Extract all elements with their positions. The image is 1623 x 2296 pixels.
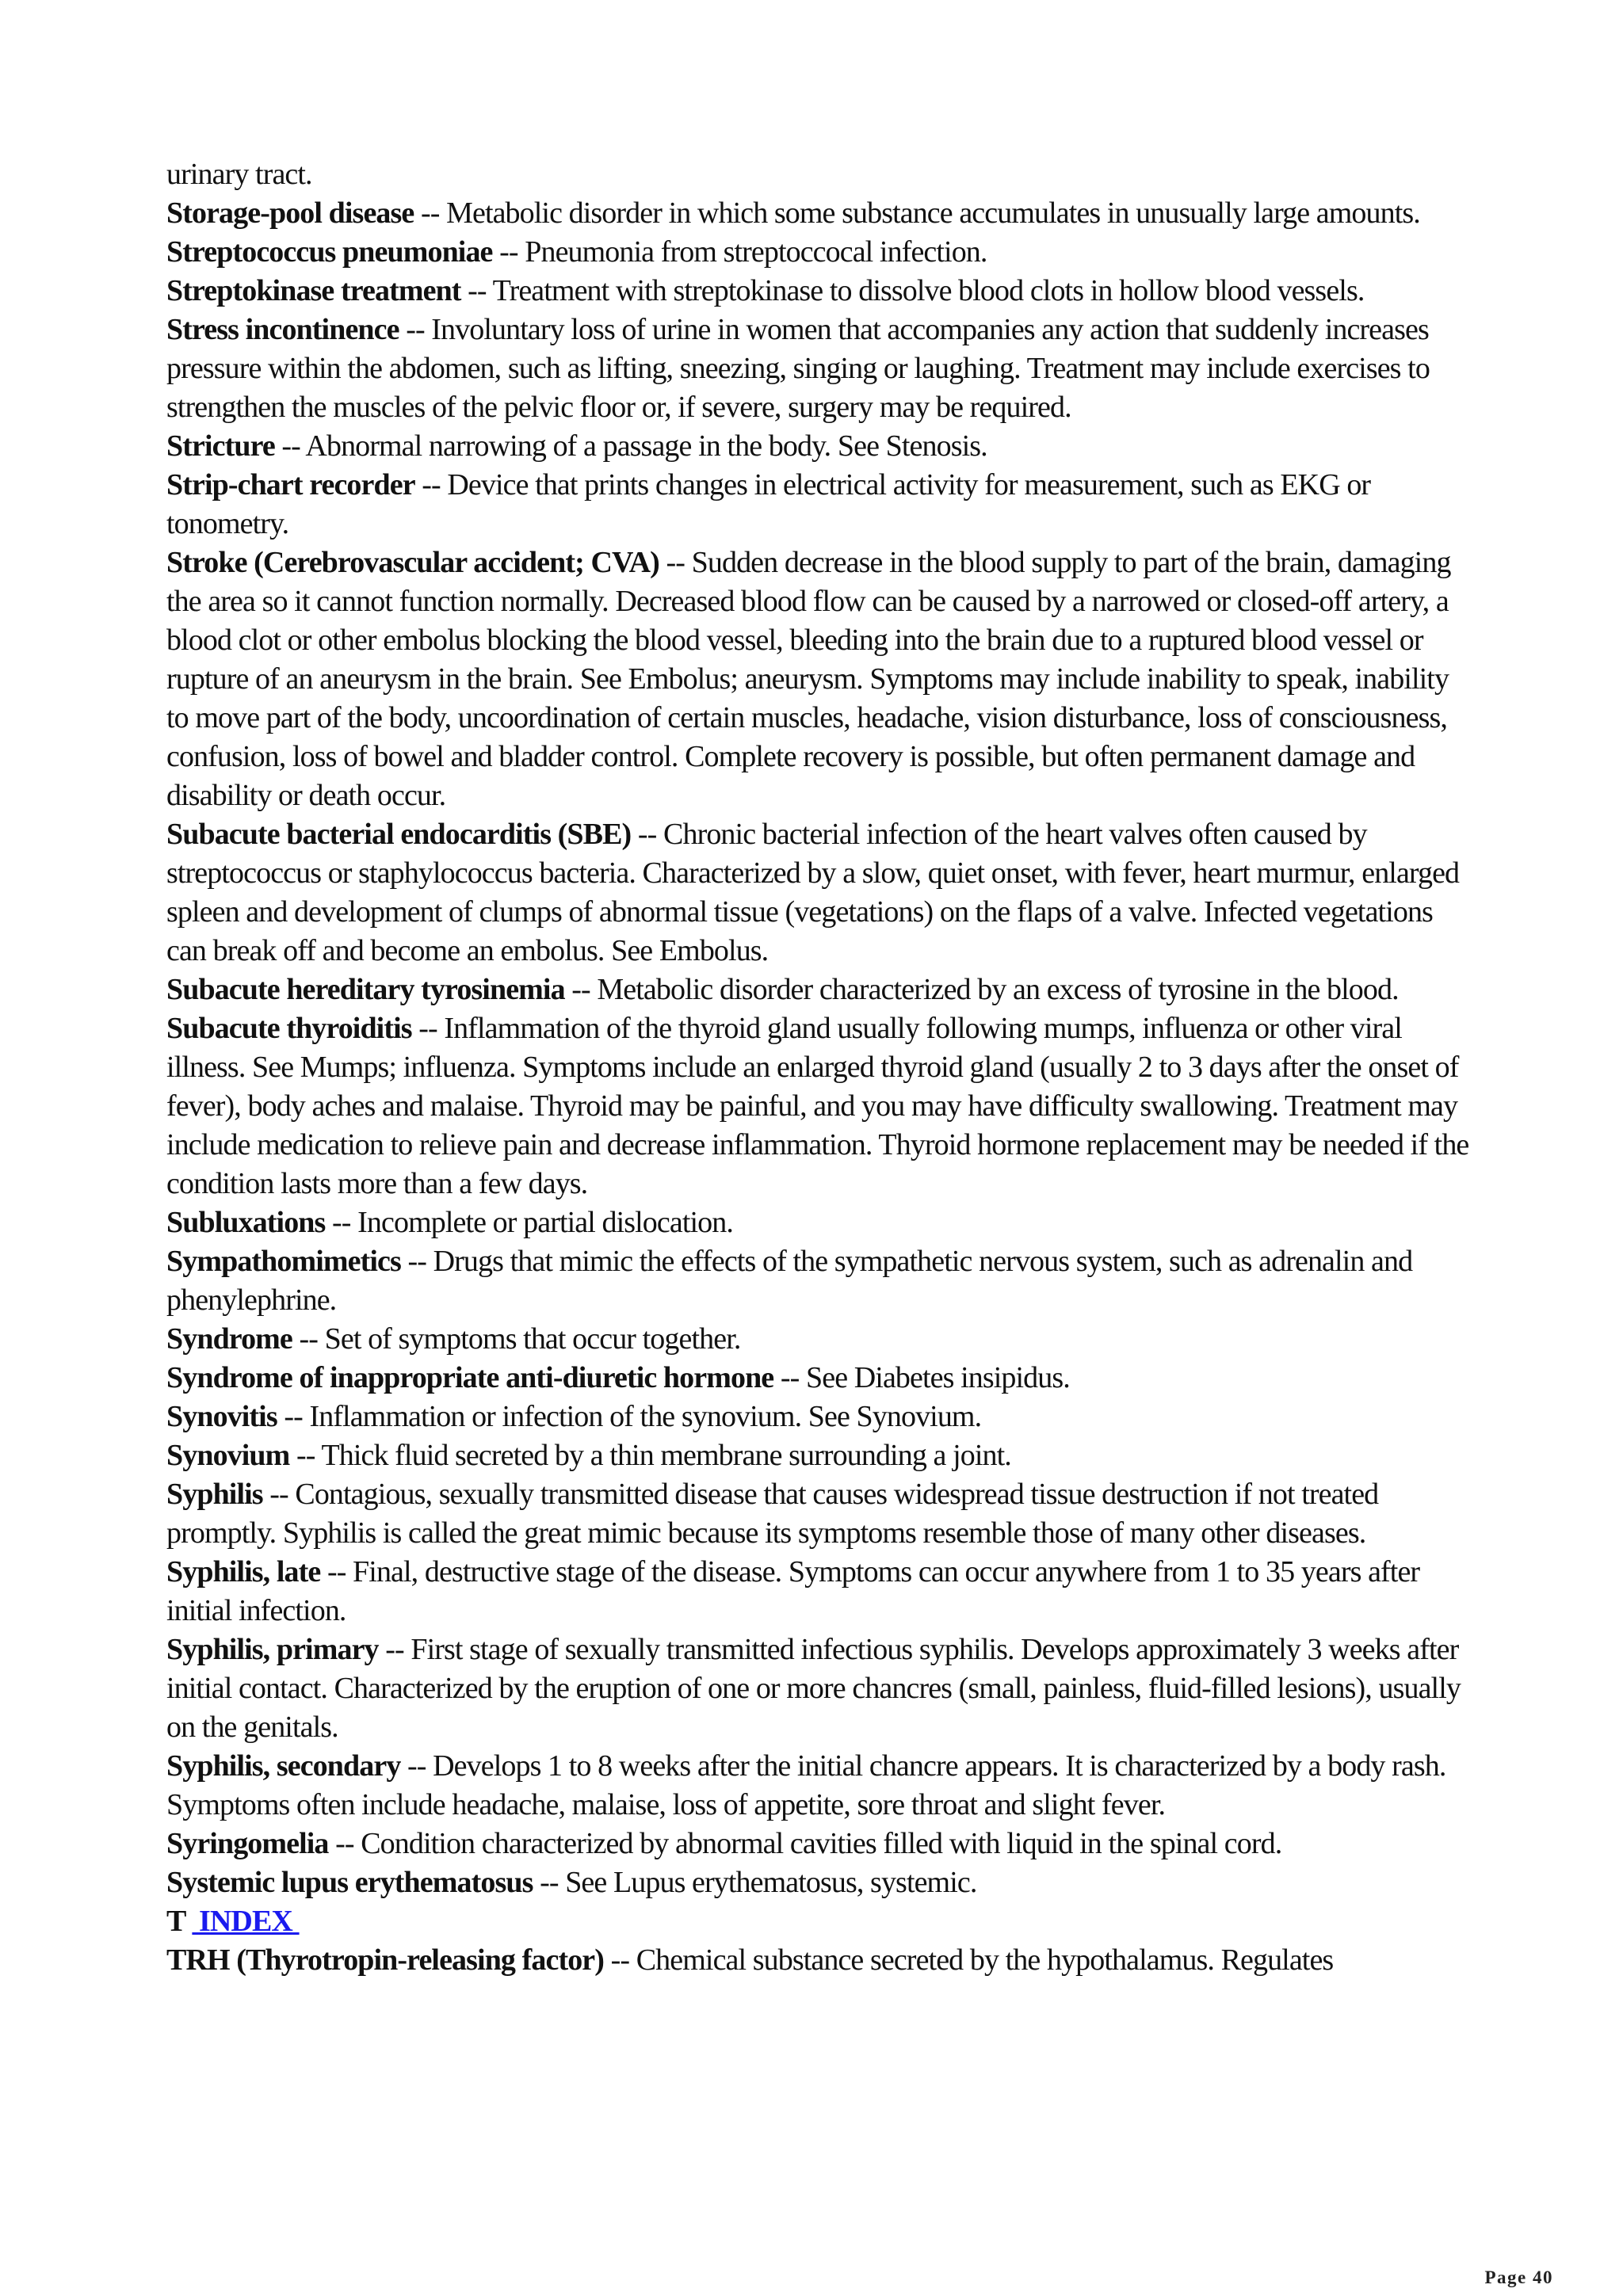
entry-definition: -- First stage of sexually transmitted infectious syphilis. Develops approximately 3 weeks after initial contact. Characterized by the eruption of one or more chancres (small, painless, fluid-filled lesions), usually on the genitals. <box>166 1633 1461 1744</box>
entry-definition: -- See Diabetes insipidus. <box>773 1361 1070 1394</box>
index-link[interactable]: INDEX <box>198 1905 292 1938</box>
entry-term: Syphilis, late <box>166 1555 321 1589</box>
entry-term: Syphilis, primary <box>166 1633 379 1666</box>
entry-definition: -- Condition characterized by abnormal cavities filled with liquid in the spinal cord. <box>328 1827 1282 1860</box>
entry-term: Systemic lupus erythematosus <box>166 1866 533 1899</box>
entry-term: Subluxations <box>166 1206 326 1239</box>
entry-term: Sympathomimetics <box>166 1245 401 1278</box>
page-number: Page 40 <box>1484 2267 1553 2287</box>
entry-term: Streptokinase treatment <box>166 274 461 307</box>
glossary-entry <box>166 1009 1474 1203</box>
entry-term: Storage-pool disease <box>166 196 414 230</box>
entry-definition: -- Metabolic disorder in which some substance accumulates in unusually large amounts. <box>414 196 1420 230</box>
entry-definition: -- Metabolic disorder characterized by an excess of tyrosine in the blood. <box>564 973 1399 1006</box>
entry-term: Streptococcus pneumoniae <box>166 235 493 269</box>
entry-term: Stress incontinence <box>166 313 399 346</box>
entry-term: Syndrome of inappropriate anti-diuretic hormone <box>166 1361 774 1394</box>
entry-term: Stricture <box>166 429 275 463</box>
entry-term: Stroke (Cerebrovascular accident; CVA) <box>166 546 659 579</box>
entry-definition: -- Thick fluid secreted by a thin membrane surrounding a joint. <box>289 1439 1011 1472</box>
glossary-entry <box>166 815 1474 971</box>
entry-definition: -- Sudden decrease in the blood supply to part of the brain, damaging the area so it cannot function normally. Decreased blood flow can be caused by a narrowed or closed-off artery, a blood clot or other embolus blocking the blood vessel, bleeding into the brain due to a ruptured blood vessel or rupture of an aneurysm in the brain. See Embolus; aneurysm. Symptoms may include inability to speak, inability to move part of the body, uncoordination of certain muscles, headache, vision disturbance, loss of consciousness, confusion, loss of bowel and bladder control. Complete recovery is possible, but often permanent damage and disability or death occur. <box>166 546 1451 812</box>
entry-definition: -- Pneumonia from streptoccocal infection. <box>492 235 987 269</box>
glossary-entry <box>166 466 1474 543</box>
glossary-entry <box>166 233 1474 272</box>
glossary-entry <box>166 1747 1474 1825</box>
entry-term: Syndrome <box>166 1322 292 1356</box>
glossary-entry <box>166 427 1474 466</box>
entries-list-after <box>166 1941 1474 1980</box>
entry-definition: -- Incomplete or partial dislocation. <box>325 1206 733 1239</box>
glossary-entry <box>166 543 1474 815</box>
glossary-entry <box>166 272 1474 311</box>
entry-definition: -- Inflammation of the thyroid gland usually following mumps, influenza or other viral illness. See Mumps; influenza. Symptoms include an enlarged thyroid gland (usually 2 to 3 days after the onset of fever), body aches and malaise. Thyroid may be painful, and you may have difficulty swallowing. Treatment may include medication to relieve pain and decrease inflammation. Thyroid hormone replacement may be needed if the condition lasts more than a few days. <box>166 1012 1469 1200</box>
entry-definition: -- Abnormal narrowing of a passage in the body. See Stenosis. <box>274 429 987 463</box>
glossary-entry <box>166 1436 1474 1475</box>
entry-definition: -- Device that prints changes in electrical activity for measurement, such as EKG or tonometry. <box>166 468 1371 540</box>
glossary-entry <box>166 1630 1474 1747</box>
entry-term: Syphilis <box>166 1478 263 1511</box>
entry-definition: -- Chemical substance secreted by the hypothalamus. Regulates <box>604 1943 1334 1977</box>
entry-term: Subacute thyroiditis <box>166 1012 412 1045</box>
glossary-entry <box>166 1359 1474 1398</box>
glossary-entry <box>166 1242 1474 1320</box>
entry-term: Synovitis <box>166 1400 277 1433</box>
glossary-entry <box>166 1475 1474 1553</box>
glossary-entry <box>166 1320 1474 1359</box>
glossary-entry <box>166 1863 1474 1902</box>
glossary-entry <box>166 1553 1474 1630</box>
section-heading-t <box>166 1902 1474 1941</box>
entry-term: Syphilis, secondary <box>166 1749 401 1783</box>
entry-term: Subacute hereditary tyrosinemia <box>166 973 565 1006</box>
entry-term: TRH (Thyrotropin-releasing factor) <box>166 1943 605 1977</box>
glossary-entry <box>166 1203 1474 1242</box>
entry-definition: -- Set of symptoms that occur together. <box>292 1322 741 1356</box>
entry-definition: -- Final, destructive stage of the disease. Symptoms can occur anywhere from 1 to 35 years after initial infection. <box>166 1555 1420 1627</box>
glossary-entry <box>166 1941 1474 1980</box>
entry-definition: -- Inflammation or infection of the synovium. See Synovium. <box>277 1400 982 1433</box>
entry-term: Subacute bacterial endocarditis (SBE) <box>166 818 632 851</box>
entry-term: Synovium <box>166 1439 290 1472</box>
entry-definition: -- See Lupus erythematosus, systemic. <box>533 1866 977 1899</box>
entry-definition: -- Treatment with streptokinase to dissolve blood clots in hollow blood vessels. <box>460 274 1365 307</box>
entry-definition: -- Drugs that mimic the effects of the sympathetic nervous system, such as adrenalin and phenylephrine. <box>166 1245 1413 1317</box>
glossary-entry <box>166 971 1474 1009</box>
entry-term: Strip-chart recorder <box>166 468 415 502</box>
glossary-entry <box>166 1825 1474 1863</box>
continuation-text: urinary tract. <box>166 158 312 191</box>
entry-definition: -- Contagious, sexually transmitted disease that causes widespread tissue destruction if not treated promptly. Syphilis is called the great mimic because its symptoms resemble those of many other diseases. <box>166 1478 1379 1550</box>
glossary-entry <box>166 1398 1474 1436</box>
glossary-entry <box>166 194 1474 233</box>
entries-list-before <box>166 194 1474 1902</box>
section-letter: T <box>166 1905 185 1938</box>
glossary-entry <box>166 311 1474 427</box>
entry-term: Syringomelia <box>166 1827 329 1860</box>
entry-definition: -- Chronic bacterial infection of the heart valves often caused by streptococcus or staphylococcus bacteria. Characterized by a slow, quiet onset, with fever, heart murmur, enlarged spleen and development of clumps of abnormal tissue (vegetations) on the flaps of a valve. Infected vegetations can break off and become an embolus. See Embolus. <box>166 818 1460 967</box>
glossary-page <box>166 155 1474 1980</box>
entry-definition: -- Involuntary loss of urine in women that accompanies any action that suddenly increases pressure within the abdomen, such as lifting, sneezing, singing or laughing. Treatment may include exercises to strengthen the muscles of the pelvic floor or, if severe, surgery may be required. <box>166 313 1430 424</box>
entry-definition: -- Develops 1 to 8 weeks after the initial chancre appears. It is characterized by a body rash. Symptoms often include headache, malaise, loss of appetite, sore throat and slight fever. <box>166 1749 1446 1821</box>
